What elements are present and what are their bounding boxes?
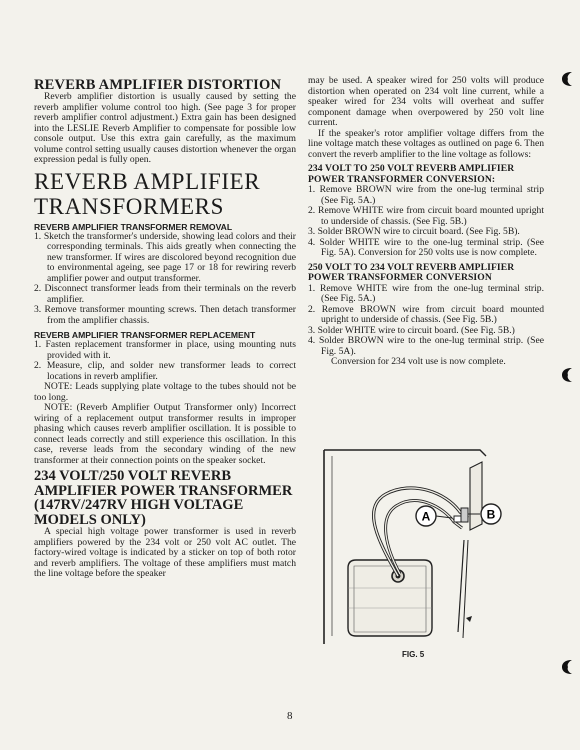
continued-paragraph: may be used. A speaker wired for 250 volts will produce distortion when operated on 234 volt line current, while a speaker wired for 234 volts will overheat and suffer component damage when overpowered by 250 volt line current. xyxy=(308,75,544,128)
terminal-bracket xyxy=(470,462,482,530)
left-column xyxy=(34,78,296,580)
figure-caption: FIG. 5 xyxy=(402,650,425,659)
line-voltage-paragraph: If the speaker's rotor amplifier voltage differs from the line voltage match these voltages as outlined on page 6. Then convert the reverb amplifier to the line voltage as follows: xyxy=(308,127,544,160)
removal-step: 3. Remove transformer mounting screws. Then detach transformer from the amplifier chassis. xyxy=(34,304,296,326)
binding-hole-mark-top xyxy=(562,72,572,86)
binding-hole-mark-bottom xyxy=(562,660,572,674)
conversion-step: 3. Solder BROWN wire to circuit board. (See Fig. 5B). xyxy=(308,226,520,237)
removal-step: 2. Disconnect transformer leads from their terminals on the reverb amplifier. xyxy=(34,283,296,305)
conversion-step: 4. Solder BROWN wire to the one-lug terminal strip. (See Fig. 5A). xyxy=(308,335,544,357)
chassis-top-edge xyxy=(324,450,486,456)
callout-b-label: B xyxy=(486,507,496,522)
bracket-foot xyxy=(466,616,472,622)
conversion-step: 2. Remove WHITE wire from circuit board mounted upright to underside of chassis. (See Fig. 5B.) xyxy=(308,205,544,227)
right-column xyxy=(308,76,544,368)
heading-reverb-distortion: REVERB AMPLIFIER DISTORTION xyxy=(34,77,282,93)
note-output-transformer: NOTE: (Reverb Amplifier Output Transformer only) Incorrect wiring of a replacement output transformer results in improper phasing which causes reverb amplifier oscillation. It is possible to connect leads correctly and still experience this oscillation. In this case, reverse leads from the secondary winding of the new transformer at their connection points on the speaker socket. xyxy=(34,402,296,466)
heading-transformers: REVERB AMPLIFIER TRANSFORMERS xyxy=(34,168,261,219)
conversion-250-to-234-steps xyxy=(308,284,544,358)
heading-transformer-removal: REVERB AMPLIFIER TRANSFORMER REMOVAL xyxy=(34,221,233,232)
removal-steps xyxy=(34,232,296,327)
conversion-step: 1. Remove BROWN wire from the one-lug terminal strip (See Fig. 5A.) xyxy=(308,184,544,206)
bracket-leg-2 xyxy=(463,540,468,638)
note-plate-voltage: NOTE: Leads supplying plate voltage to the tubes should not be too long. xyxy=(34,381,296,403)
high-voltage-paragraph: A special high voltage power transformer is used in reverb amplifiers powered by the 234 volt or 250 volt AC outlet. The factory-wired voltage is indicated by a sticker on top of both rotor and reverb amplifiers. The voltage of these amplifiers must match the line voltage before the speaker xyxy=(34,526,296,579)
page-number: 8 xyxy=(287,710,293,722)
binding-hole-mark-middle xyxy=(562,368,572,382)
replacement-step: 1. Fasten replacement transformer in place, using mounting nuts provided with it. xyxy=(34,339,296,361)
bracket-leg xyxy=(458,540,464,632)
heading-high-voltage-transformer: 234 VOLT/250 VOLT REVERB AMPLIFIER POWER TRANSFORMER (147RV/247RV HIGH VOLTAGE MODELS ONLY) xyxy=(34,468,293,528)
replacement-steps xyxy=(34,340,296,382)
transformer-wiring-drawing xyxy=(320,448,506,648)
heading-250-to-234: 250 VOLT TO 234 VOLT REVERB AMPLIFIER POWER TRANSFORMER CONVERSION xyxy=(308,261,515,283)
conversion-234-to-250-steps xyxy=(308,185,544,259)
distortion-paragraph: Reverb amplifier distortion is usually caused by setting the reverb amplifier volume control too high. (See page 3 for proper reverb amplifier control adjustment.) Extra gain has been designed into the LESLIE Reverb Amplifier to compensate for possible low console output. Use this extra gain carefully, as the maximum volume control setting usually causes distortion whenever the organ expression pedal is fully open. xyxy=(34,91,296,165)
replacement-step: 2. Measure, clip, and solder new transformer leads to correct locations in reverb amplifier. xyxy=(34,360,296,382)
conversion-complete-note: Conversion for 234 volt use is now complete. xyxy=(331,356,506,367)
figure-5-illustration xyxy=(320,448,506,648)
heading-transformer-replacement: REVERB AMPLIFIER TRANSFORMER REPLACEMENT xyxy=(34,330,256,340)
transformer-body xyxy=(348,560,432,636)
conversion-step: 3. Solder WHITE wire to circuit board. (See Fig. 5B.) xyxy=(308,324,515,336)
conversion-step: 1. Remove WHITE wire from the one-lug terminal strip. (See Fig. 5A.) xyxy=(308,282,544,304)
callout-a-label: A xyxy=(421,509,431,524)
conversion-step: 4. Solder WHITE wire to the one-lug terminal strip. (See Fig. 5A). Conversion for 250 volts use is now complete. xyxy=(308,236,544,258)
removal-step: 1. Sketch the transformer's underside, showing lead colors and their corresponding terminals. This aids greatly when connecting the new transformer. If wires are discolored beyond recognition due to environmental ageing, see page 17 or 18 for rewiring reverb amplifier power and output transformer. xyxy=(34,230,296,284)
heading-234-to-250: 234 VOLT TO 250 VOLT REVERB AMPLIFIER POWER TRANSFORMER CONVERSION: xyxy=(308,163,515,185)
circuit-board-tab xyxy=(461,508,468,522)
conversion-step: 2. Remove BROWN wire from circuit board mounted upright to underside of chassis. (See Fig. 5B.) xyxy=(308,303,544,325)
